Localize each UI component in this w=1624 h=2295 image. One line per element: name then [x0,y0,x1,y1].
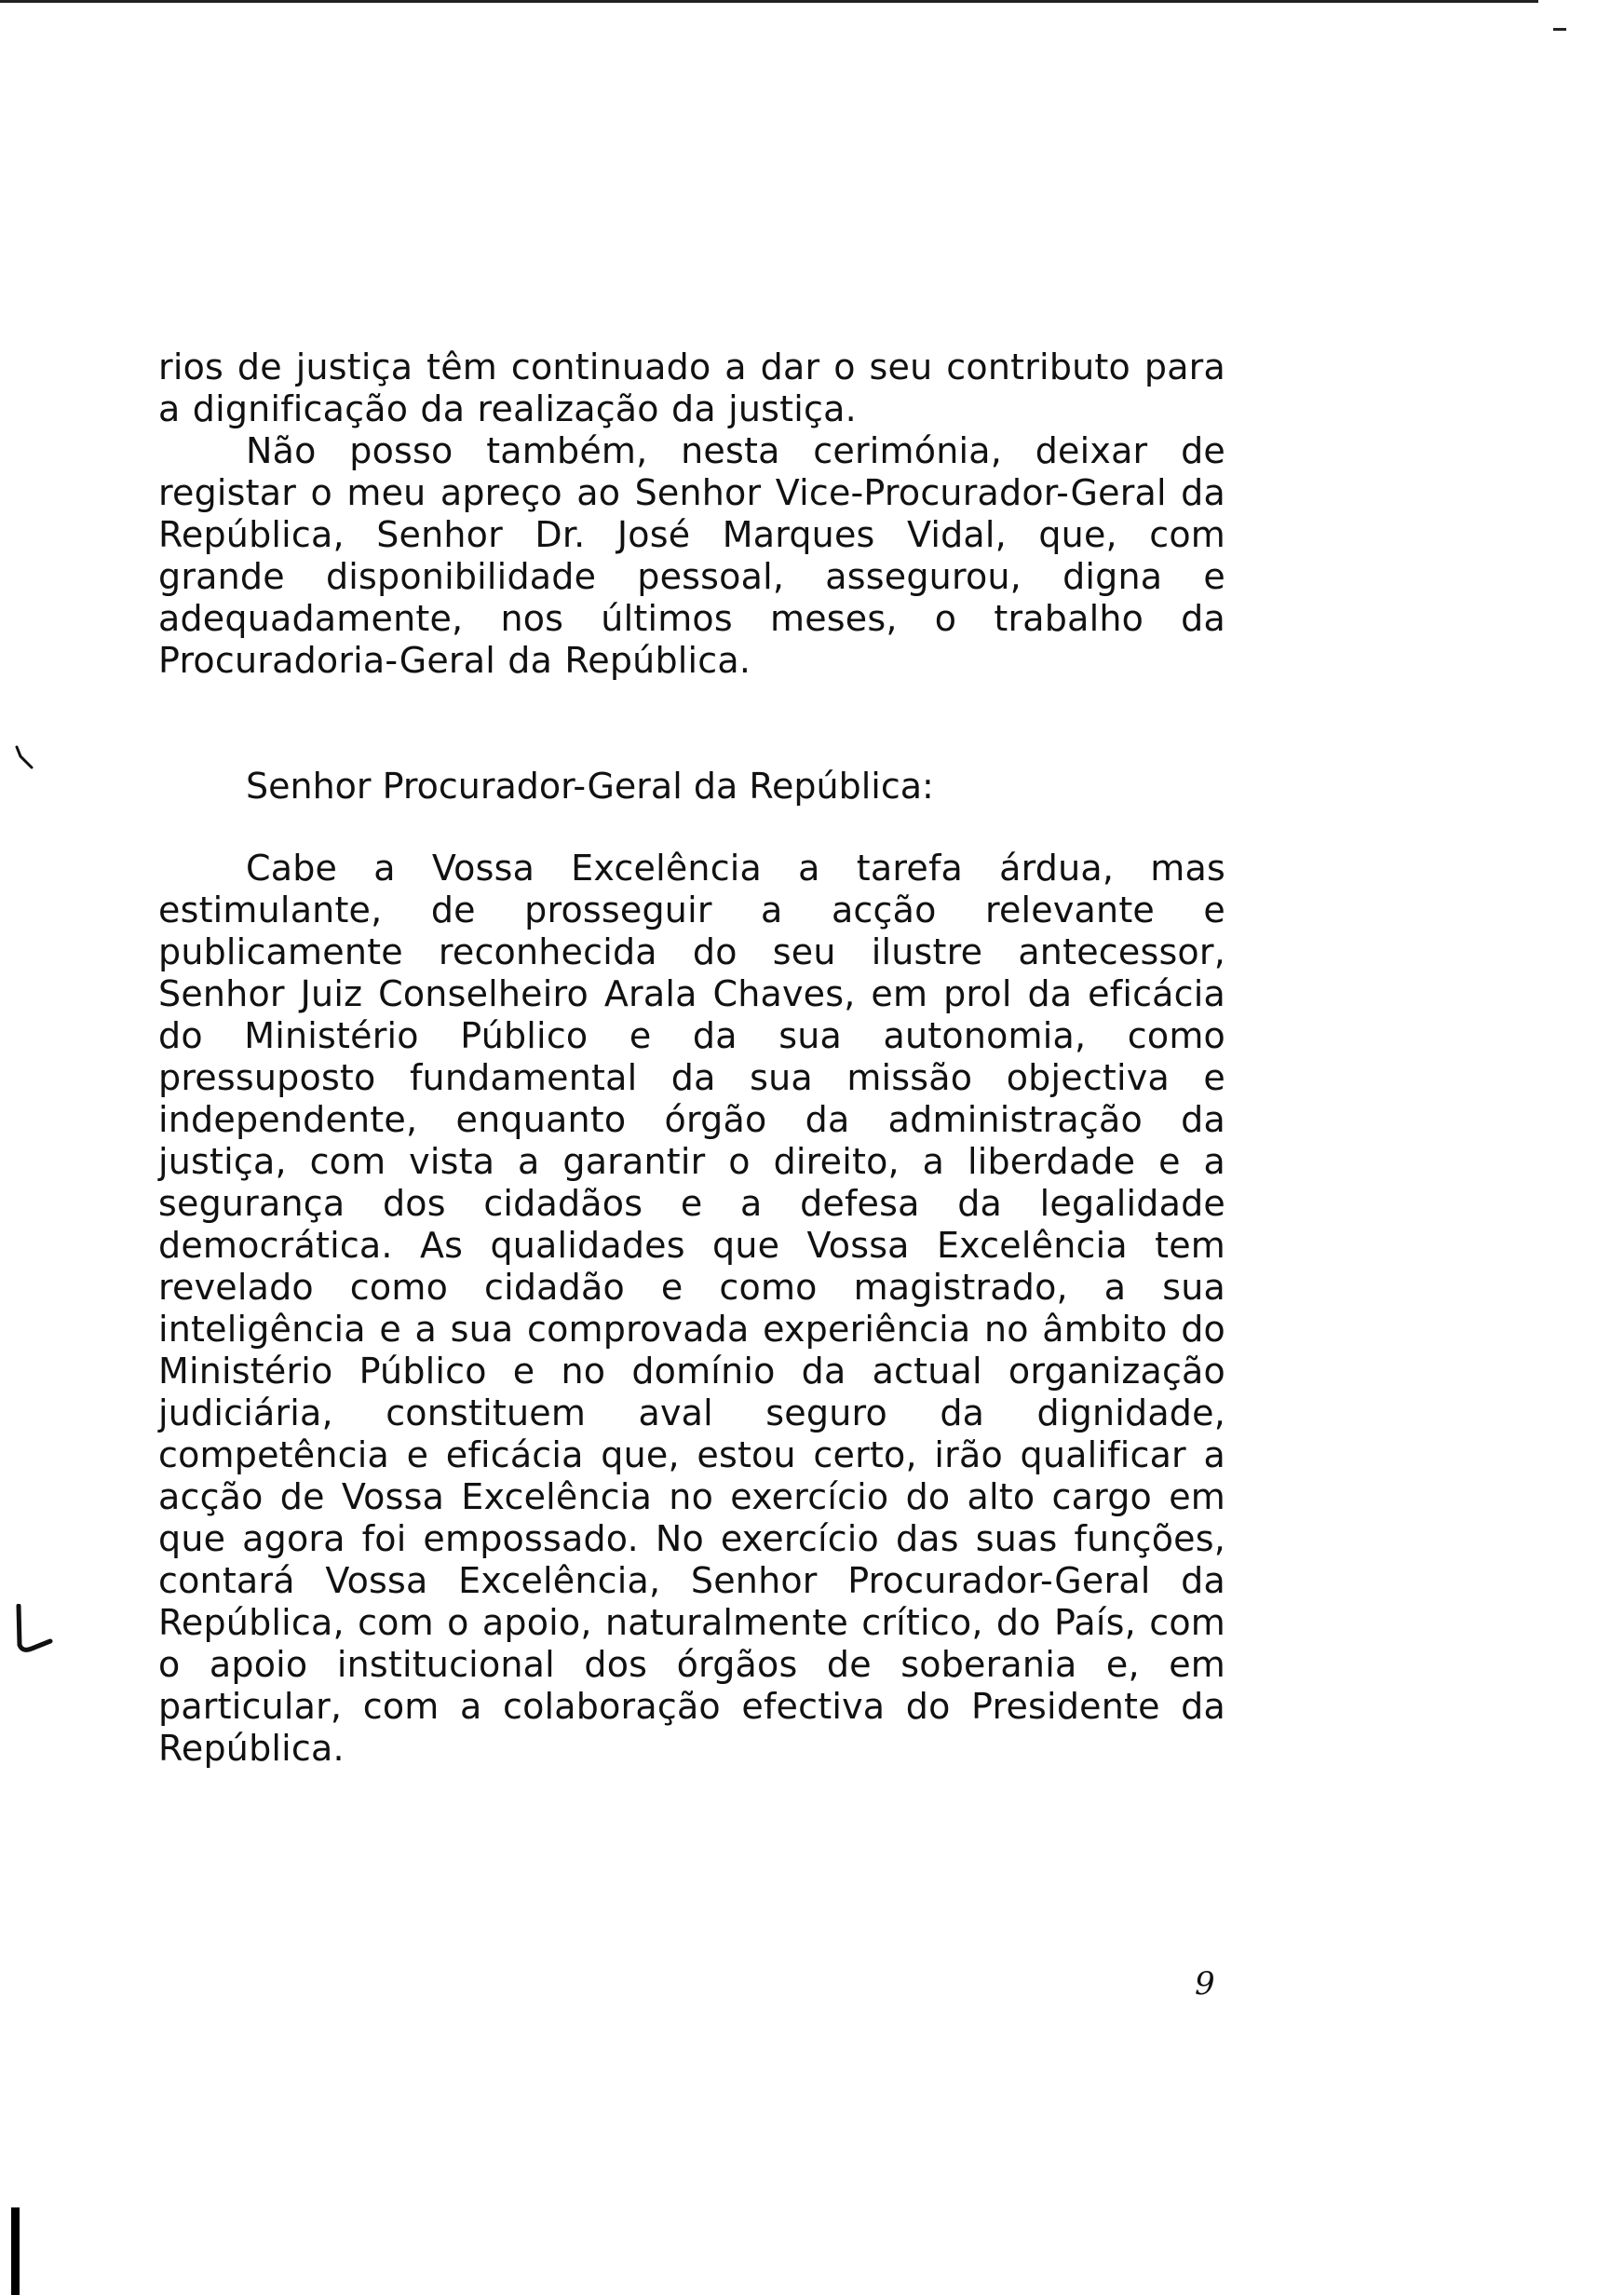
scan-top-rule [0,0,1538,3]
paragraph-continuation: rios de justiça têm continuado a dar o seu contributo para a dignificação da realização da justiça. [158,346,1225,429]
paragraph-address: Cabe a Vossa Excelência a tarefa árdua, mas estimulante, de prosseguir a acção relevante e publicamente reconhecida do seu ilustre antecessor, Senhor Juiz Conselheiro Arala Chaves, em prol da eficácia do Ministério Público e da sua autonomia, como pressuposto fundamental da sua missão objectiva e independente, enquanto órgão da administração da justiça, com vista a garantir o direito, a liberdade e a segurança dos cidadãos e a defesa da legalidade democrática. As qualidades que Vossa Excelência tem revelado como cidadão e como magistrado, a sua inteligência e a sua comprovada experiência no âmbito do Ministério Público e no domínio da actual organização judiciária, constituem aval seguro da dignidade, competência e eficácia que, estou certo, irão qualificar a acção de Vossa Excelência no exercício do alto cargo em que agora foi empossado. No exercício das suas funções, contará Vossa Excelência, Senhor Procurador-Geral da República, com o apoio, naturalmente crítico, do País, com o apoio institucional dos órgãos de soberania e, em particular, com a colaboração efectiva do Presidente da República. [158,848,1225,1769]
margin-tick-icon [13,745,41,773]
margin-bracket-icon [13,1604,56,1656]
binding-edge-mark [11,2207,20,2295]
scan-top-dash [1553,28,1566,31]
page-number: 9 [1195,1965,1215,2003]
salutation-heading: Senhor Procurador-Geral da República: [246,766,934,807]
paragraph-acknowledgement: Não posso também, nesta cerimónia, deixar de registar o meu apreço ao Senhor Vice-Procurador-Geral da República, Senhor Dr. José Marques Vidal, que, com grande disponibilidade pessoal, assegurou, digna e adequadamente, nos últimos meses, o trabalho da Procuradoria-Geral da República. [158,430,1225,681]
